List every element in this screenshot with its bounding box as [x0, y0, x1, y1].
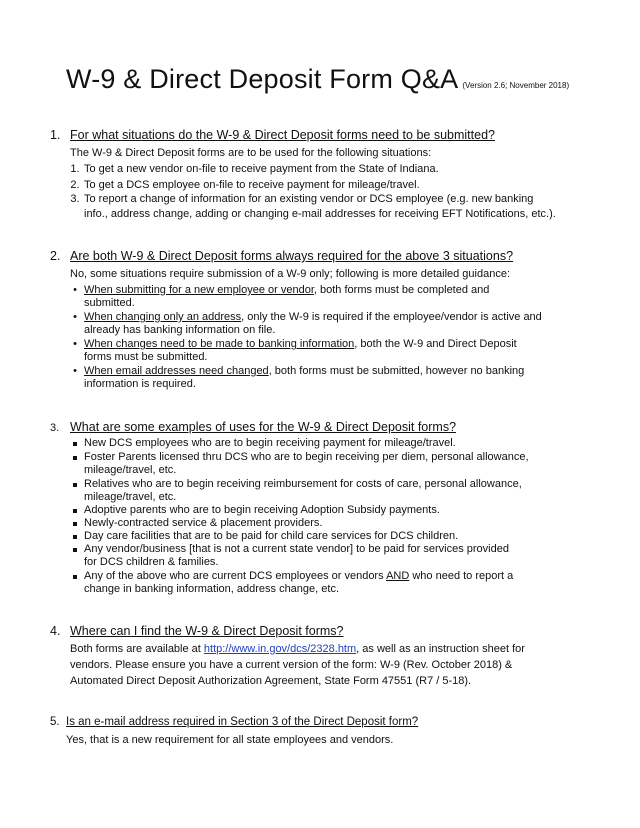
list-item-text: Relatives who are to begin receiving reimbursement for costs of care, personal allowance, — [84, 478, 522, 490]
list-item-text: change in banking information, address change, etc. — [84, 583, 339, 595]
question-1-intro: The W-9 & Direct Deposit forms are to be used for the following situations: — [70, 147, 432, 159]
list-item-text: , only the W-9 is required if the employee/vendor is active and — [241, 311, 542, 323]
list-item-emphasis: AND — [386, 570, 410, 582]
square-bullet — [70, 542, 80, 556]
list-item-text: information is required. — [84, 378, 196, 390]
bullet: • — [73, 338, 77, 350]
list-item-text: mileage/travel, etc. — [84, 464, 177, 476]
answer-text: Automated Direct Deposit Authorization Agreement, State Form 47551 (R7 / 5-18). — [70, 675, 472, 687]
question-2-number: 2. — [50, 249, 61, 263]
bullet: • — [73, 365, 77, 377]
question-4-number: 4. — [50, 624, 61, 638]
square-bullet — [70, 516, 80, 530]
list-item-text: info., address change, adding or changing e-mail addresses for receiving EFT Notifications, etc.). — [84, 208, 556, 220]
square-bullet — [70, 477, 80, 491]
list-item-text: already has banking information on file. — [84, 324, 276, 336]
question-5-answer: Yes, that is a new requirement for all state employees and vendors. — [66, 734, 394, 746]
question-5-number: 5. — [50, 716, 60, 728]
list-marker: 2. — [70, 179, 80, 191]
answer-text: Both forms are available at — [70, 643, 204, 655]
list-item-text: To get a new vendor on-file to receive payment from the State of Indiana. — [84, 163, 439, 175]
list-item-text: , both forms must be completed and — [313, 284, 490, 296]
list-item-text: forms must be submitted. — [84, 351, 208, 363]
square-bullet — [70, 569, 80, 583]
question-1 — [50, 128, 495, 142]
bullet: • — [73, 311, 77, 323]
square-bullet — [70, 503, 80, 517]
question-3 — [50, 420, 456, 434]
list-item-text: Any of the above who are current DCS employees or vendors — [84, 570, 387, 582]
square-bullet — [70, 529, 80, 543]
list-item-text: for DCS children & families. — [84, 556, 219, 568]
answer-text: vendors. Please ensure you have a current version of the form: W-9 (Rev. October 2018) & — [70, 659, 513, 671]
list-item-text: submitted. — [84, 297, 135, 309]
bullet: • — [73, 284, 77, 296]
question-4-text: Where can I find the W-9 & Direct Deposit forms? — [70, 624, 344, 638]
list-item-lead: When email addresses need changed — [84, 365, 269, 377]
list-item-text: , both forms must be submitted, however no banking — [268, 365, 525, 377]
square-bullet — [70, 450, 80, 464]
list-item-text: To get a DCS employee on-file to receive payment for mileage/travel. — [84, 179, 420, 191]
question-2-text: Are both W-9 & Direct Deposit forms always required for the above 3 situations? — [70, 249, 514, 263]
forms-link[interactable]: http://www.in.gov/dcs/2328.htm — [203, 643, 357, 655]
list-item-text: Foster Parents licensed thru DCS who are to begin receiving per diem, personal allowance, — [84, 451, 529, 463]
list-item-lead: When submitting for a new employee or vendor — [84, 284, 314, 296]
question-1-number: 1. — [50, 128, 61, 142]
list-item-lead: When changing only an address — [84, 311, 242, 323]
list-item-text: New DCS employees who are to begin receiving payment for mileage/travel. — [84, 437, 456, 449]
question-4-answer — [70, 641, 525, 689]
list-item-text: , both the W-9 and Direct Deposit — [354, 338, 517, 350]
question-3-text: What are some examples of uses for the W-9 & Direct Deposit forms? — [70, 420, 457, 434]
question-3-number: 3. — [50, 422, 60, 434]
list-item-text: who need to report a — [409, 570, 514, 582]
question-2-intro: No, some situations require submission of a W-9 only; following is more detailed guidance: — [70, 268, 511, 280]
title-version: (Version 2.6; November 2018) — [462, 81, 570, 90]
question-1-text: For what situations do the W-9 & Direct Deposit forms need to be submitted? — [70, 128, 495, 142]
list-item-lead: When changes need to be made to banking information — [84, 338, 355, 350]
title-main: W-9 & Direct Deposit Form Q&A — [66, 64, 459, 94]
answer-text: , as well as an instruction sheet for — [356, 643, 525, 655]
list-item-text: Adoptive parents who are to begin receiving Adoption Subsidy payments. — [84, 504, 440, 516]
question-5-text: Is an e-mail address required in Section 3 of the Direct Deposit form? — [66, 716, 419, 728]
question-4 — [50, 624, 343, 638]
list-marker: 1. — [70, 163, 80, 175]
question-5 — [50, 716, 418, 728]
list-marker: 3. — [70, 193, 80, 205]
list-item-text: Day care facilities that are to be paid for child care services for DCS children. — [84, 530, 459, 542]
question-2 — [50, 249, 513, 263]
list-item-text: To report a change of information for an existing vendor or DCS employee (e.g. new banking — [84, 193, 534, 205]
page-title — [66, 64, 569, 95]
list-item-text: Newly-contracted service & placement providers. — [84, 517, 323, 529]
list-item-text: mileage/travel, etc. — [84, 491, 177, 503]
list-item-text: Any vendor/business [that is not a current state vendor] to be paid for services provided — [84, 543, 509, 555]
square-bullet — [70, 436, 80, 450]
